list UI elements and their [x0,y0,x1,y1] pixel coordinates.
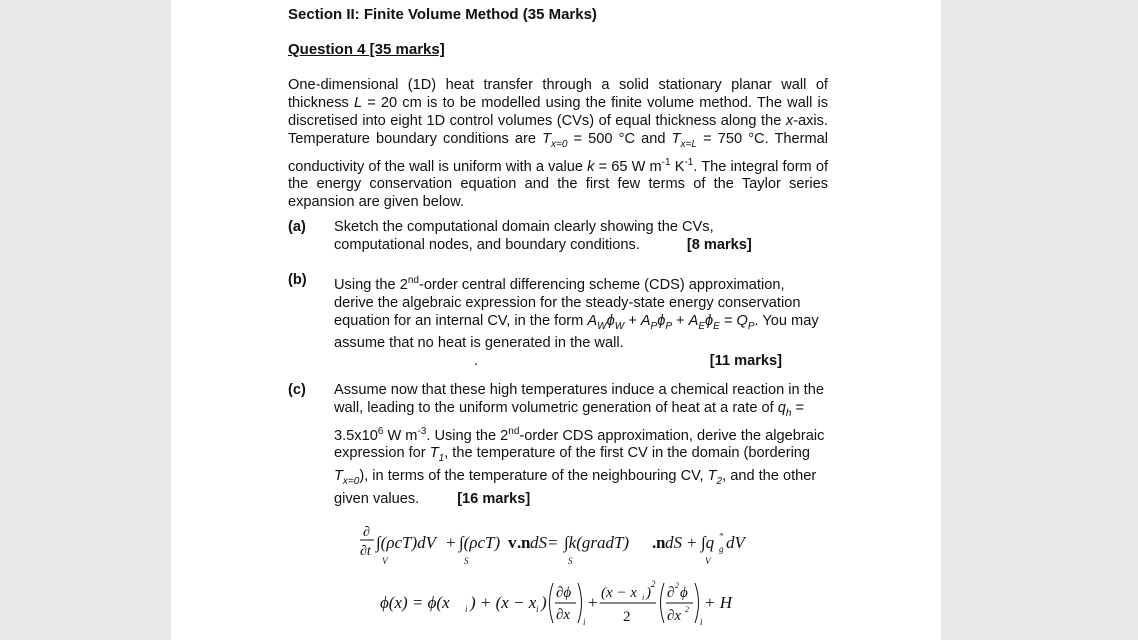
svg-text:n: n [656,533,666,552]
svg-text:v: v [508,533,517,552]
svg-text:.: . [517,533,522,552]
svg-text:∂: ∂ [667,585,675,601]
eq-partial: ∂ [363,525,370,540]
svg-text:): ) [541,593,547,612]
question-part-a [288,219,833,255]
part-c-label: (c) [288,382,306,398]
svg-text:V: V [382,556,388,566]
part-a-line2: computational nodes, and boundary conditions. [8 marks] [334,236,752,253]
svg-text:): ) [646,585,651,601]
svg-text:i: i [700,617,703,627]
svg-text:.: . [652,533,657,552]
svg-text:+: + [588,593,598,612]
part-a-line1: Sketch the computational domain clearly showing the CVs, [334,219,714,235]
taylor-lhs: ϕ(x) = ϕ(x [380,593,450,612]
svg-text:i: i [536,604,539,614]
svg-text:2: 2 [623,609,631,625]
energy-equation [358,522,838,572]
part-b-marks: [11 marks] [709,353,782,370]
svg-text:dS: dS [530,533,547,552]
part-c-marks: [16 marks] [457,491,531,508]
svg-text:i: i [465,604,468,614]
svg-text:+: + [446,533,456,552]
document-page [171,0,941,640]
svg-text:2: 2 [675,581,679,590]
part-b-label: (b) [288,272,307,288]
svg-text:S: S [568,556,573,566]
svg-text:dS: dS [665,533,682,552]
svg-text:i: i [583,617,586,627]
svg-text:dV: dV [726,533,745,552]
svg-text:∂x: ∂x [667,608,682,624]
part-c-text: Assume now that these high temperatures induce a chemical reaction in the wall, leading to the uniform volumetric generation of heat at a rate of $q_h = 3.5x10^6$ W $m^{-3}$. Using the 2nd-order CDS approximation, derive the algebraic expression for $T_1$, the temperature of the first CV in the domain (bordering $T_{x=0}$), in terms of the temperature of the neighbouring CV, $T_2$, and the other given values. [16 marks] [334,382,825,508]
svg-text:n: n [521,533,531,552]
svg-text:i: i [642,593,645,602]
svg-text:+: + [687,533,697,552]
svg-text:‴: ‴ [719,532,723,542]
eq-integral2: ∫(ρcT) [459,533,501,552]
part-b-text: Using the 2nd-order central differencing scheme (CDS) approximation, derive the algebraic expression for the steady-state energy conservation equation for an internal CV, in the form $A_W\phi_W + A_P\phi_P + A_E\phi_E = Q_P$. You may assume that no heat is generated in the wall. . [11 marks] [334,275,819,370]
svg-text:ϕ: ϕ [680,585,688,601]
svg-text:2: 2 [651,579,656,589]
svg-text:S: S [464,556,469,566]
question-part-b [288,272,833,371]
svg-text:∂ϕ: ∂ϕ [556,585,572,601]
svg-text:g: g [719,544,724,554]
svg-text:=: = [548,533,558,552]
question-part-c [288,382,833,509]
svg-text:∂x: ∂x [556,607,571,623]
question-intro: One-dimensional (1D) heat transfer through a solid stationary planar wall of thickness L = 20 cm is to be modelled using the finite volume method. The wall is discretised into eight 1D control volumes (CVs) of equal thickness along the x-axis. Temperature boundary conditions are $T_{x=0} = 500$ °C and $T_{x=L} = 750$ °C. Thermal conductivity of the wall is uniform with a value k = 65 W $m^{-1}$ $K^{-1}$. The integral form of the energy conservation equation and the first few terms of the Taylor series expansion are given below. [288,77,829,211]
question-title: Question 4 [35 marks] [288,41,445,58]
part-a-label: (a) [288,219,306,235]
svg-text:(x − x: (x − x [601,585,637,601]
svg-text:) + (x − x: ) + (x − x [470,593,537,612]
part-a-marks: [8 marks] [686,236,752,253]
svg-text:+ H: + H [704,593,732,612]
eq-dt: ∂t [360,544,371,559]
svg-text:V: V [705,556,711,566]
eq-integral3: ∫k(gradT) [564,533,630,552]
eq-integral4: ∫q [701,533,715,552]
taylor-series-equation [380,575,760,640]
section-title: Section II: Finite Volume Method (35 Marks) [288,6,597,23]
eq-integral1: ∫(ρcT)dV [376,533,437,552]
svg-text:2: 2 [685,605,689,614]
